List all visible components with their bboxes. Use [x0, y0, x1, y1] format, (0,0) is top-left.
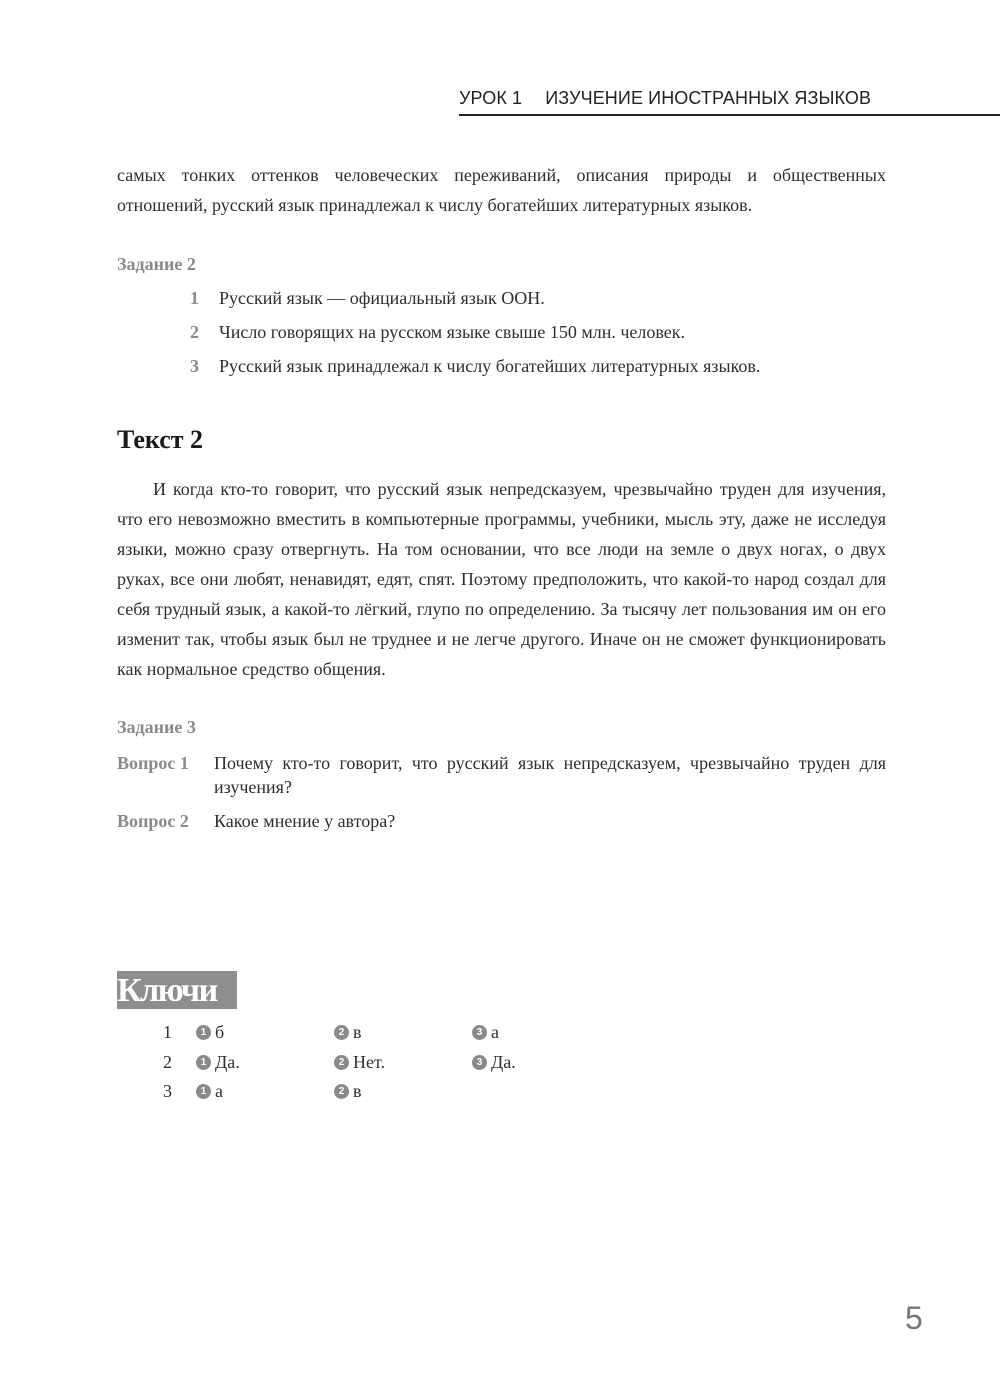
key-answer-value: а [215, 1081, 223, 1102]
intro-paragraph [117, 160, 886, 220]
task2-item-number: 1 [190, 287, 199, 308]
circled-number-icon: 1 [196, 1055, 211, 1070]
task2-item [117, 281, 886, 315]
key-answer-value: в [353, 1081, 362, 1102]
text2-body [117, 474, 886, 684]
key-answer-value: Нет. [353, 1051, 386, 1072]
task3-label: Задание 3 [117, 717, 196, 737]
question-label: Вопрос 2 [117, 811, 189, 831]
task2-item [117, 349, 886, 383]
keys-table [158, 1018, 610, 1107]
key-answer [334, 1081, 472, 1102]
key-answer [196, 1052, 334, 1073]
key-answer-value: а [491, 1022, 499, 1043]
circled-number-icon: 3 [472, 1025, 487, 1040]
running-head [459, 88, 1000, 116]
question-text: Почему кто-то говорит, что русский язык непредсказуем, чрезвычайно труден для изучения? [214, 753, 886, 797]
task2-item [117, 315, 886, 349]
key-answer-value: Да. [215, 1051, 240, 1072]
key-answer-value: в [353, 1022, 362, 1043]
task2-item-text: Число говорящих на русском языке свыше 150 млн. человек. [219, 321, 685, 342]
keys-row [158, 1077, 610, 1107]
question-row [117, 751, 886, 799]
intro-paragraph-text: самых тонких оттенков человеческих переживаний, описания природы и общественных отношений, русский язык принадлежал к числу богатейших литературных языков. [117, 165, 886, 215]
circled-number-icon: 1 [196, 1084, 211, 1099]
circled-number-icon: 2 [334, 1055, 349, 1070]
key-answer-value: Да. [491, 1051, 516, 1072]
question-row [117, 809, 886, 833]
text2-title: Текст 2 [117, 425, 204, 454]
task2-item-number: 2 [190, 321, 199, 342]
circled-number-icon: 2 [334, 1084, 349, 1099]
page-number: 5 [905, 1300, 923, 1336]
lesson-number: УРОК 1 [459, 88, 523, 108]
key-answer [334, 1052, 472, 1073]
circled-number-icon: 1 [196, 1025, 211, 1040]
question-text: Какое мнение у автора? [214, 811, 396, 831]
key-answer-value: б [215, 1022, 225, 1043]
keys-row-number: 2 [163, 1051, 172, 1072]
key-answer [472, 1022, 610, 1043]
circled-number-icon: 2 [334, 1025, 349, 1040]
key-answer [334, 1022, 472, 1043]
key-answer [196, 1081, 334, 1102]
task2-label: Задание 2 [117, 254, 196, 274]
text2-paragraph: И когда кто-то говорит, что русский язык непредсказуем, чрезвычайно труден для изучения, что его невозможно вместить в компьютерные программы, учебники, мысль эту, даже не исследуя языки, можно сразу отвергнуть. На том основании, что все люди на земле о двух ногах, о двух руках, все они любят, ненавидят, едят, спят. Поэтому предположить, что какой-то народ создал для себя трудный язык, а какой-то лёгкий, глупо по определению. За тысячу лет пользования им он его изменит так, чтобы язык был не труднее и не легче другого. Иначе он не сможет функционировать как нормальное средство общения. [117, 479, 886, 679]
task3-questions [117, 751, 886, 843]
key-answer [472, 1052, 610, 1073]
keys-row [158, 1018, 610, 1048]
task2-item-number: 3 [190, 355, 199, 376]
circled-number-icon: 3 [472, 1055, 487, 1070]
key-answer [196, 1022, 334, 1043]
task2-item-text: Русский язык принадлежал к числу богатейших литературных языков. [219, 355, 761, 376]
keys-row [158, 1048, 610, 1078]
lesson-title: ИЗУЧЕНИЕ ИНОСТРАННЫХ ЯЗЫКОВ [545, 88, 872, 108]
keys-row-number: 1 [163, 1022, 172, 1043]
task2-item-text: Русский язык — официальный язык ООН. [219, 287, 545, 308]
question-label: Вопрос 1 [117, 753, 189, 773]
keys-title: Ключи [117, 971, 237, 1009]
task2-list [117, 281, 886, 383]
keys-row-number: 3 [163, 1081, 172, 1102]
